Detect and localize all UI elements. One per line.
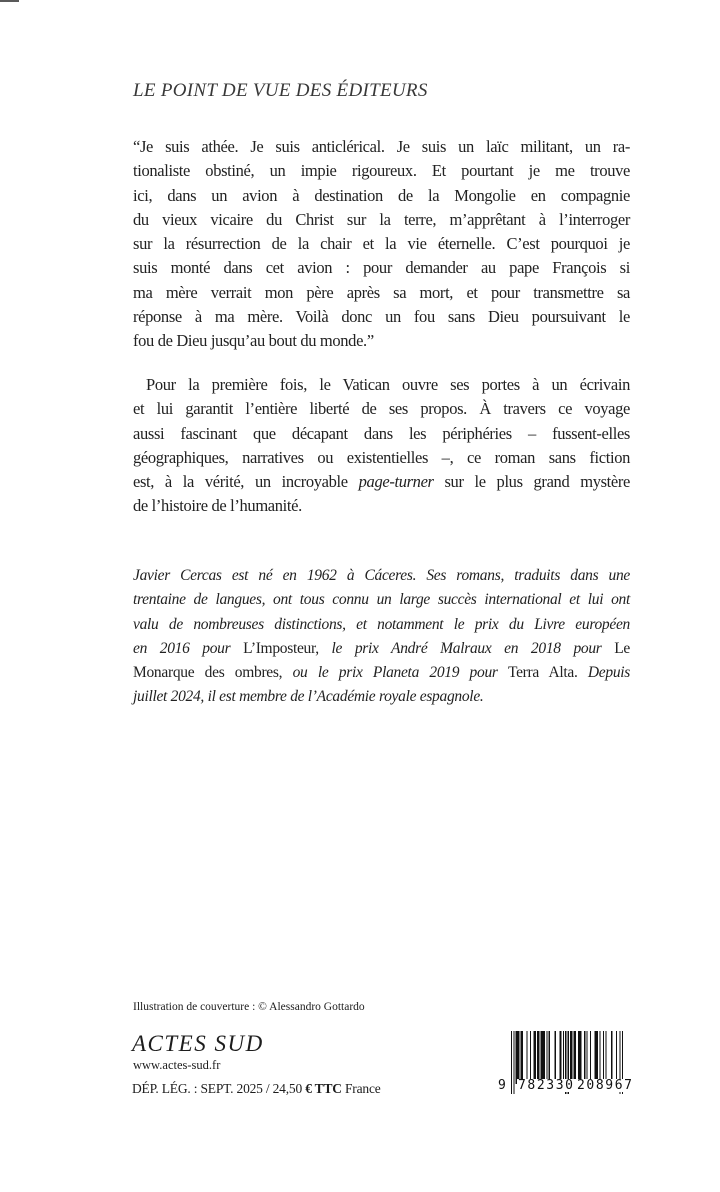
legal-deposit-line: DÉP. LÉG. : SEPT. 2025 / 24,50 € TTC France <box>132 1081 381 1096</box>
quote-paragraph: “Je suis athée. Je suis anticlérical. Je suis un laïc militant, un ra- tionaliste obstiné, un impie rigoureux. Et pourtant je me trouve ici, dans un avion à destination de la Mongolie en compagnie du vieux vicaire du Christ sur la terre, m’apprêtant à l’interroger sur la résurrection de la chair et la vie éternelle. C’est pourquoi je suis monté dans cet avion : pour demander au pape François si ma mère verrait mon père après sa mort, et pour transmettre sa réponse à ma mère. Voilà donc un fou sans Dieu poursuivant le fou de Dieu jusqu’au bout du monde.” <box>133 137 630 351</box>
editorial-paragraph: Pour la première fois, le Vatican ouvre ses portes à un écrivain et lui garantit l’entière liberté de ses propos. À travers ce voyage aussi fascinant que décapant dans les périphéries – fussent-elles géographiques, narratives ou existentielles –, ce roman sans fiction est, à la vérité, un incroyable page-turner sur le plus grand mystère de l’histoire de l’humanité. <box>133 375 630 516</box>
print-artifact-mark <box>0 0 19 2</box>
barcode-digits-group1: 782330 <box>518 1078 575 1093</box>
page-title: LE POINT DE VUE DES ÉDITEURS <box>133 80 428 101</box>
author-bio: Javier Cercas est né en 1962 à Cáceres. Ses romans, traduits dans une trentaine de langues, ont tous connu un large succès international et lui ont valu de nombreuses distinctions, et notamment le prix du Livre européen en 2016 pour L’Imposteur, le prix André Malraux en 2018 pour Le Monarque des ombres, ou le prix Planeta 2019 pour Terra Alta. Depuis juillet 2024, il est membre de l’Académie royale espagnole. <box>133 567 631 706</box>
barcode-digit-system: 9 <box>498 1078 506 1093</box>
barcode-digits-group2: 208967 <box>577 1078 634 1093</box>
publisher-website: www.actes-sud.fr <box>133 1058 221 1072</box>
ean-barcode <box>498 1031 634 1101</box>
illustration-credit: Illustration de couverture : © Alessandro Gottardo <box>133 1001 365 1013</box>
publisher-logo: ACTES SUD <box>132 1031 264 1056</box>
